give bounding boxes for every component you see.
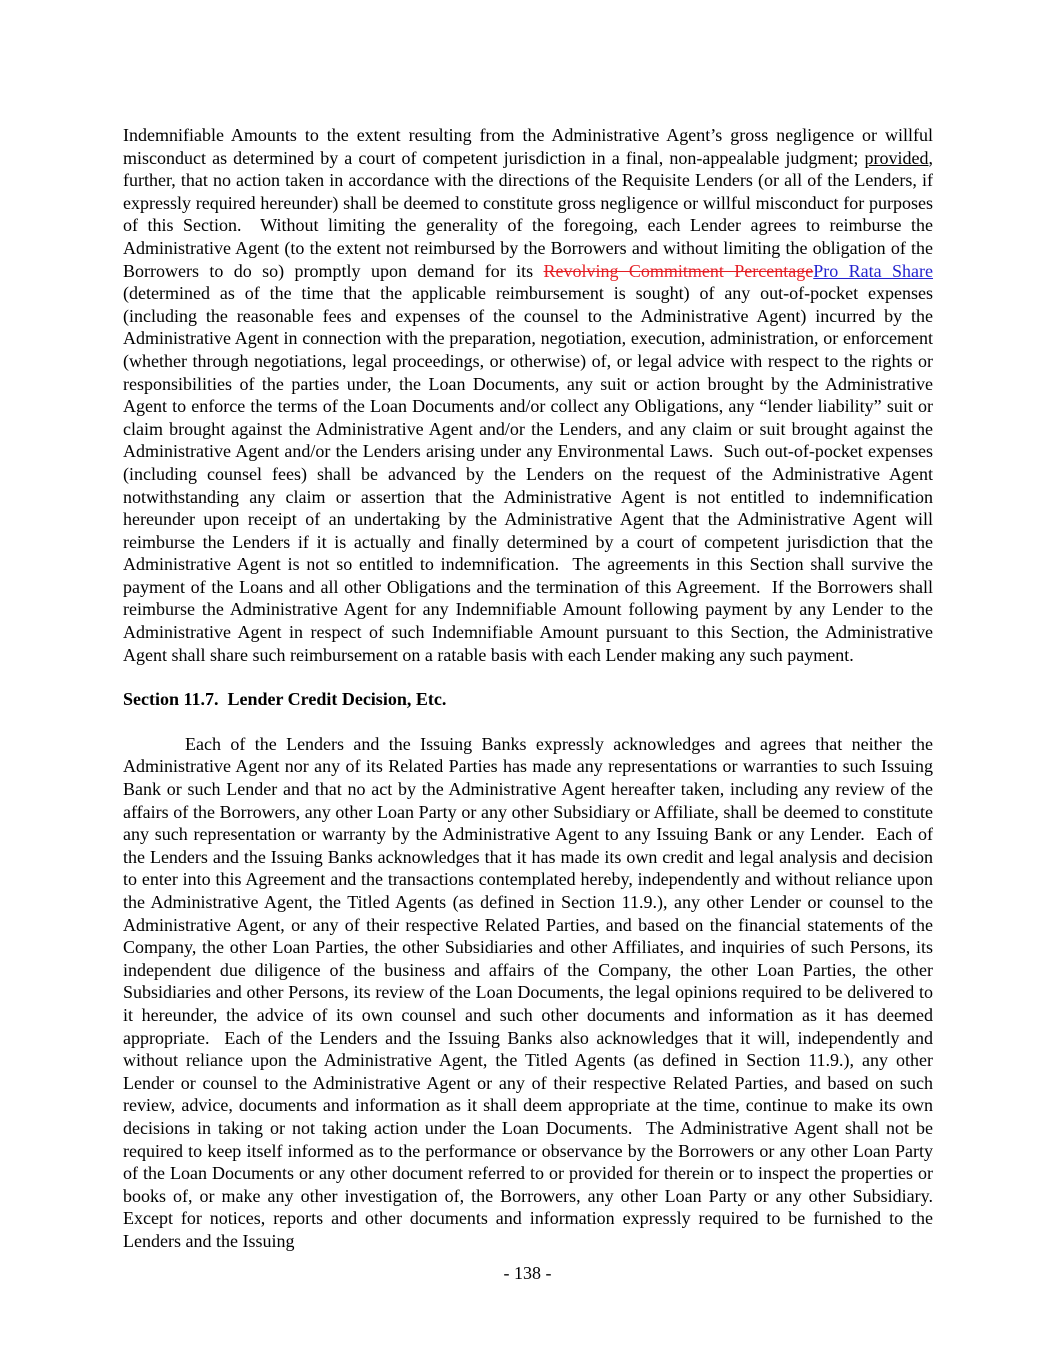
body-text-segment: Indemnifiable Amounts to the extent resulting from the Administrative Agent’s gross negligence or willful misconduct as determined by a court of competent jurisdiction in a final, non-appealable judgment; [123,125,938,168]
section-heading: Section 11.7. Lender Credit Decision, Etc. [123,689,447,710]
paragraph-indemnification-continuation [123,124,938,666]
page-content [123,124,942,1275]
redline-deleted-text: Revolving Commitment Percentage [543,260,814,281]
body-text-segment: , further, that no action taken in accordance with the directions of the Requisite Lenders (or all of the Lenders, if expressly required hereunder) shall be deemed to constitute gross negligence or willful misconduct for purposes of this Section. Without limiting the generality of the foregoing, each Lender agrees to reimburse the Administrative Agent (to the extent not reimbursed by the Borrowers and without limiting the obligation of the Borrowers to do so) promptly upon demand for its [123,147,938,281]
page-number: - 138 - [503,1263,552,1283]
underlined-term-provided: provided [864,147,929,168]
paragraph-lender-credit-decision: Each of the Lenders and the Issuing Banks expressly acknowledges and agrees that neither the Administrative Agent nor any of its Related Parties has made any representations or warranties to such Issuing Bank or such Lender and that no act by the Administrative Agent hereafter taken, including any review of the affairs of the Borrowers, any other Loan Party or any other Subsidiary or Affiliate, shall be deemed to constitute any such representation or warranty by the Administrative Agent to any Issuing Bank or any Lender. Each of the Lenders and the Issuing Banks acknowledges that it has made its own credit and legal analysis and decision to enter into this Agreement and the transactions contemplated hereby, independently and without reliance upon the Administrative Agent, the Titled Agents (as defined in Section 11.9.), any other Lender or counsel to the Administrative Agent, or any of their respective Related Parties, and based on the financial statements of the Company, the other Loan Parties, the other Subsidiaries and other Affiliates, and inquiries of such Persons, its independent due diligence of the business and affairs of the Company, the other Loan Parties, the other Subsidiaries and other Persons, its review of the Loan Documents, the legal opinions required to be delivered to it hereunder, the advice of its own counsel and such other documents and information as it has deemed appropriate. Each of the Lenders and the Issuing Banks also acknowledges that it will, independently and without reliance upon the Administrative Agent, the Titled Agents (as defined in Section 11.9.), any other Lender or counsel to the Administrative Agent or any of their respective Related Parties, and based on such review, advice, documents and information as it shall deem appropriate at the time, continue to make its own decisions in taking or not taking action under the Loan Documents. The Administrative Agent shall not be required to keep itself informed as to the performance or observance by the Borrowers or any other Loan Party of the Loan Documents or any other document referred to or provided for therein or to inspect the properties or books of, or make any other investigation of, the Borrowers, any other Loan Party or any other Subsidiary. Except for notices, reports and other documents and information expressly required to be furnished to the Lenders and the Issuing [123,733,942,1251]
body-text-segment: (determined as of the time that the applicable reimbursement is sought) of any out-of-pocket expenses (including the reasonable fees and expenses of the counsel to the Administrative Agent) incurred by the Administrative Agent in connection with the preparation, negotiation, execution, administration, or enforcement (whether through negotiations, legal proceedings, or otherwise) of, or legal advice with respect to the rights or responsibilities of the parties under, the Loan Documents, any suit or action brought by the Administrative Agent to enforce the terms of the Loan Documents and/or collect any Obligations, any “lender liability” suit or claim brought against the Administrative Agent and/or the Lenders, and any claim or suit brought against the Administrative Agent and/or the Lenders arising under any Environmental Laws. Such out-of-pocket expenses (including counsel fees) shall be advanced by the Lenders on the request of the Administrative Agent notwithstanding any claim or assertion that the Administrative Agent is not entitled to indemnification hereunder upon receipt of an undertaking by the Administrative Agent that the Administrative Agent will reimburse the Lenders if it is actually and finally determined by a court of competent jurisdiction that the Administrative Agent is not so entitled to indemnification. The agreements in this Section shall survive the payment of the Loans and all other Obligations and the termination of this Agreement. If the Borrowers shall reimburse the Administrative Agent for any Indemnifiable Amount following payment by any Lender to the Administrative Agent in respect of such Indemnifiable Amount pursuant to this Section, the Administrative Agent shall share such reimbursement on a ratable basis with each Lender making any such payment. [123,260,938,665]
redline-inserted-text: Pro Rata Share [813,260,934,281]
